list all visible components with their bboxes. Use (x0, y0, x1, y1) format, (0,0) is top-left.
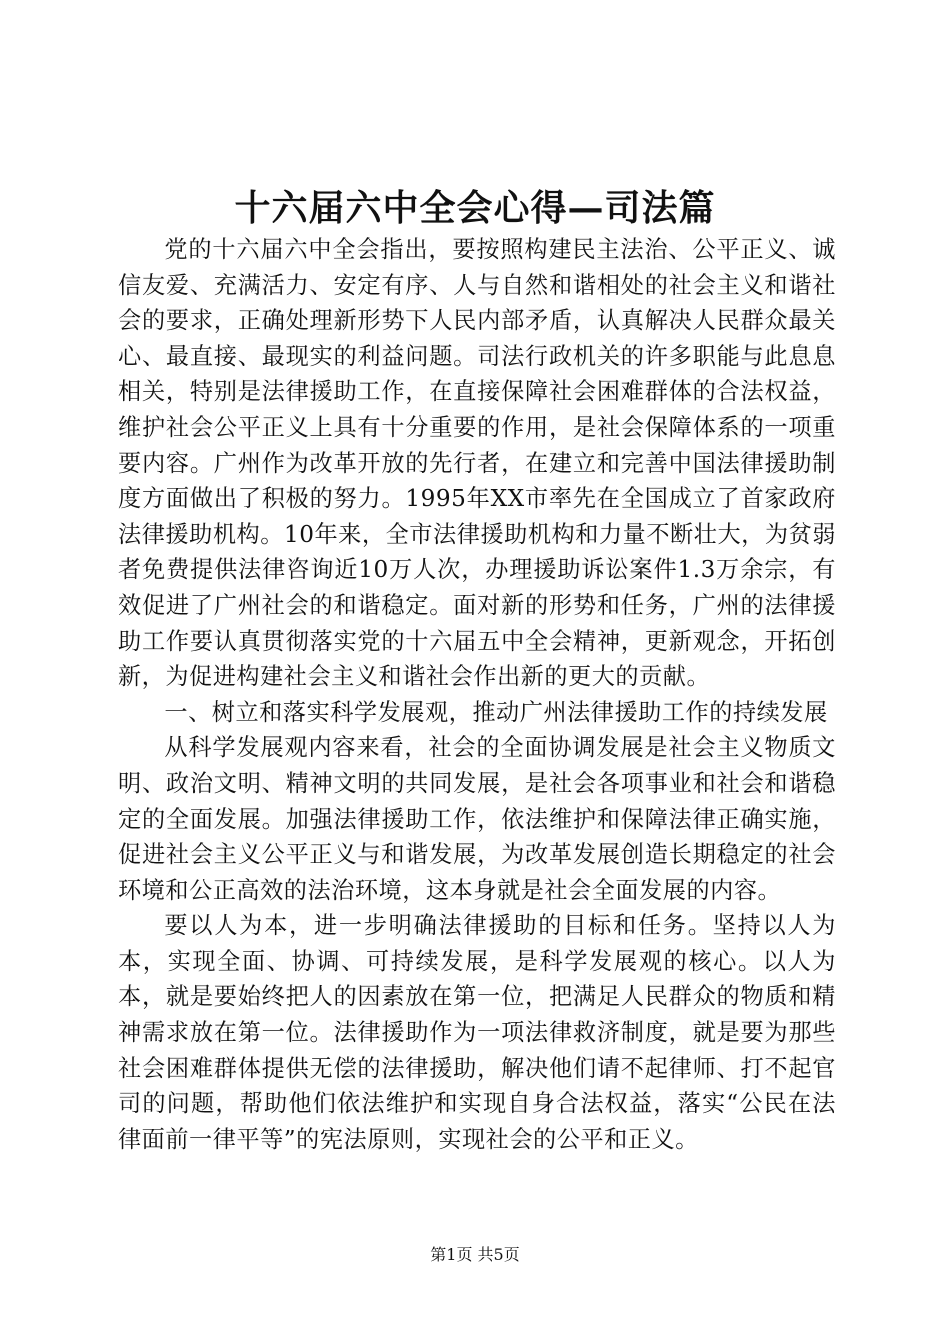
paragraph-scientific-development: 从科学发展观内容来看，社会的全面协调发展是社会主义物质文明、政治文明、精神文明的共同发展，是社会各项事业和社会和谐稳定的全面发展。加强法律援助工作，依法维护和保障法律正确实施，促进社会主义公平正义与和谐发展，为改革发展创造长期稳定的社会环境和公正高效的法治环境，这本身就是社会全面发展的内容。 (118, 734, 836, 904)
section-heading-1: 一、树立和落实科学发展观，推动广州法律援助工作的持续发展 (164, 698, 828, 726)
paragraph-people-oriented: 要以人为本，进一步明确法律援助的目标和任务。坚持以人为本，实现全面、协调、可持续发展，是科学发展观的核心。以人为本，就是要始终把人的因素放在第一位，把满足人民群众的物质和精神需求放在第一位。法律援助作为一项法律救济制度，就是要为那些社会困难群体提供无偿的法律援助，解决他们请不起律师、打不起官司的问题，帮助他们依法维护和实现自身合法权益，落实“公民在法律面前一律平等”的宪法原则，实现社会的公平和正义。 (118, 912, 836, 1153)
document-title: 十六届六中全会心得—司法篇 (234, 187, 716, 229)
document-body (118, 232, 836, 1157)
page-number-footer: 第1页 共5页 (430, 1245, 520, 1264)
paragraph-intro: 党的十六届六中全会指出，要按照构建民主法治、公平正义、诚信友爱、充满活力、安定有序、人与自然和谐相处的社会主义和谐社会的要求，正确处理新形势下人民内部矛盾，认真解决人民群众最关心、最直接、最现实的利益问题。司法行政机关的许多职能与此息息相关，特别是法律援助工作，在直接保障社会困难群体的合法权益，维护社会公平正义上具有十分重要的作用，是社会保障体系的一项重要内容。广州作为改革开放的先行者，在建立和完善中国法律援助制度方面做出了积极的努力。1995年XX市率先在全国成立了首家政府法律援助机构。10年来，全市法律援助机构和力量不断壮大，为贫弱者免费提供法律咨询近10万人次，办理援助诉讼案件1.3万余宗，有效促进了广州社会的和谐稳定。面对新的形势和任务，广州的法律援助工作要认真贯彻落实党的十六届五中全会精神，更新观念，开拓创新，为促进构建社会主义和谐社会作出新的更大的贡献。 (118, 236, 836, 691)
